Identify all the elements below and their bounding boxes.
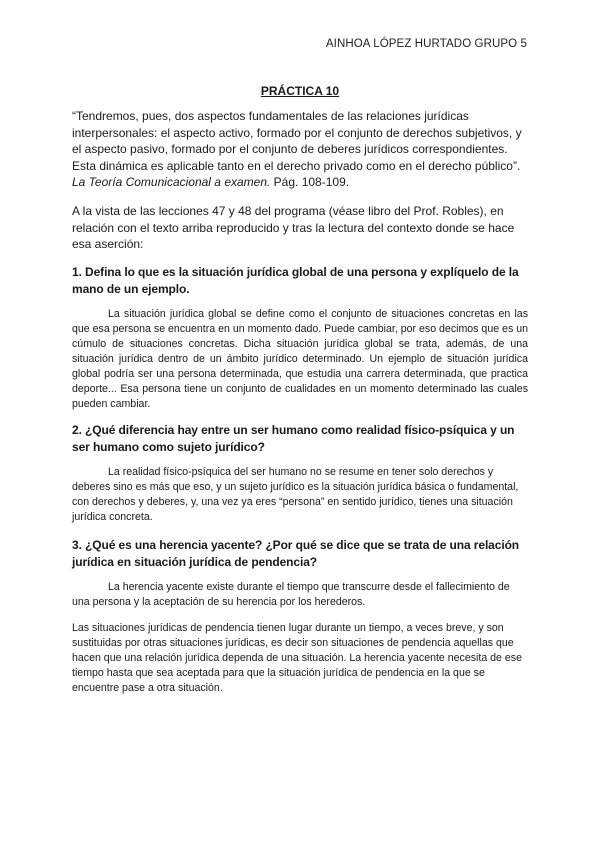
answer-3-text: La herencia yacente existe durante el tiempo que transcurre desde el fallecimiento de una persona y la aceptación de su herencia por los herederos. bbox=[72, 581, 510, 608]
page-title: PRÁCTICA 10 bbox=[260, 84, 340, 98]
intro-context bbox=[72, 203, 528, 253]
answer-1 bbox=[72, 307, 528, 412]
answer-3 bbox=[72, 580, 528, 610]
answer-1-text: La situación jurídica global se define como el conjunto de situaciones concretas en las que esa persona se encuentra en un momento dado. Puede cambiar, por eso decimos que es un cúmulo de situaciones concretas. Dicha situación jurídica global se trata, además, de una situación jurídica dentro de un ámbito jurídico determinado. Un ejemplo de situación jurídica global podría ser una persona determinada, que estudia una carrera determinada, que practica deporte... Esa persona tiene un conjunto de cualidades en un momento determinado las cuales pueden cambiar. bbox=[72, 308, 528, 410]
answer-3-extra bbox=[72, 621, 528, 696]
question-1-text: 1. Defina lo que es la situación jurídica global de una persona y explíquelo de la mano de un ejemplo. bbox=[72, 265, 519, 296]
question-2 bbox=[72, 422, 528, 455]
answer-2 bbox=[72, 465, 528, 525]
answer-3-extra-text: Las situaciones jurídicas de pendencia tienen lugar durante un tiempo, a veces breve, y son sustituidas por otras situaciones jurídicas, es decir son situaciones de pendencia aquellas que hacen que una relación jurídica dependa de una situación. La herencia yacente necesita de ese tiempo hasta que sea aceptada para que la situación jurídica de pendencia en la que se encuentre pase a otra situación. bbox=[72, 622, 522, 694]
question-3 bbox=[72, 537, 528, 570]
header-author-group: AINHOA LÓPEZ HURTADO GRUPO 5 bbox=[325, 38, 527, 50]
intro-quote bbox=[72, 108, 528, 191]
question-2-text: 2. ¿Qué diferencia hay entre un ser humano como realidad físico-psíquica y un ser humano como sujeto jurídico? bbox=[72, 423, 515, 454]
context-text: A la vista de las lecciones 47 y 48 del programa (véase libro del Prof. Robles), en relación con el texto arriba reproducido y tras la lectura del contexto donde se hace esa aserción: bbox=[72, 204, 515, 251]
question-1 bbox=[72, 264, 528, 297]
citation-title: La Teoría Comunicacional a examen. bbox=[72, 175, 271, 189]
quote-text: “Tendremos, pues, dos aspectos fundamentales de las relaciones jurídicas interpersonales: el aspecto activo, formado por el conjunto de derechos subjetivos, y el aspecto pasivo, formado por el conjunto de deberes jurídicos correspondientes. Esta dinámica es aplicable tanto en el derecho privado como en el derecho público”. bbox=[72, 109, 522, 173]
answer-2-text: La realidad físico-psíquica del ser humano no se resume en tener solo derechos y deberes sino es más que eso, y un sujeto jurídico es la situación jurídica básica o fundamental, con derechos y deberes, y, una vez ya eres “persona” en sentido jurídico, tienes una situación jurídica concreta. bbox=[72, 466, 519, 523]
question-3-text: 3. ¿Qué es una herencia yacente? ¿Por qué se dice que se trata de una relación jurídica en situación jurídica de pendencia? bbox=[72, 538, 520, 569]
citation-pages: Pág. 108-109. bbox=[270, 175, 350, 189]
